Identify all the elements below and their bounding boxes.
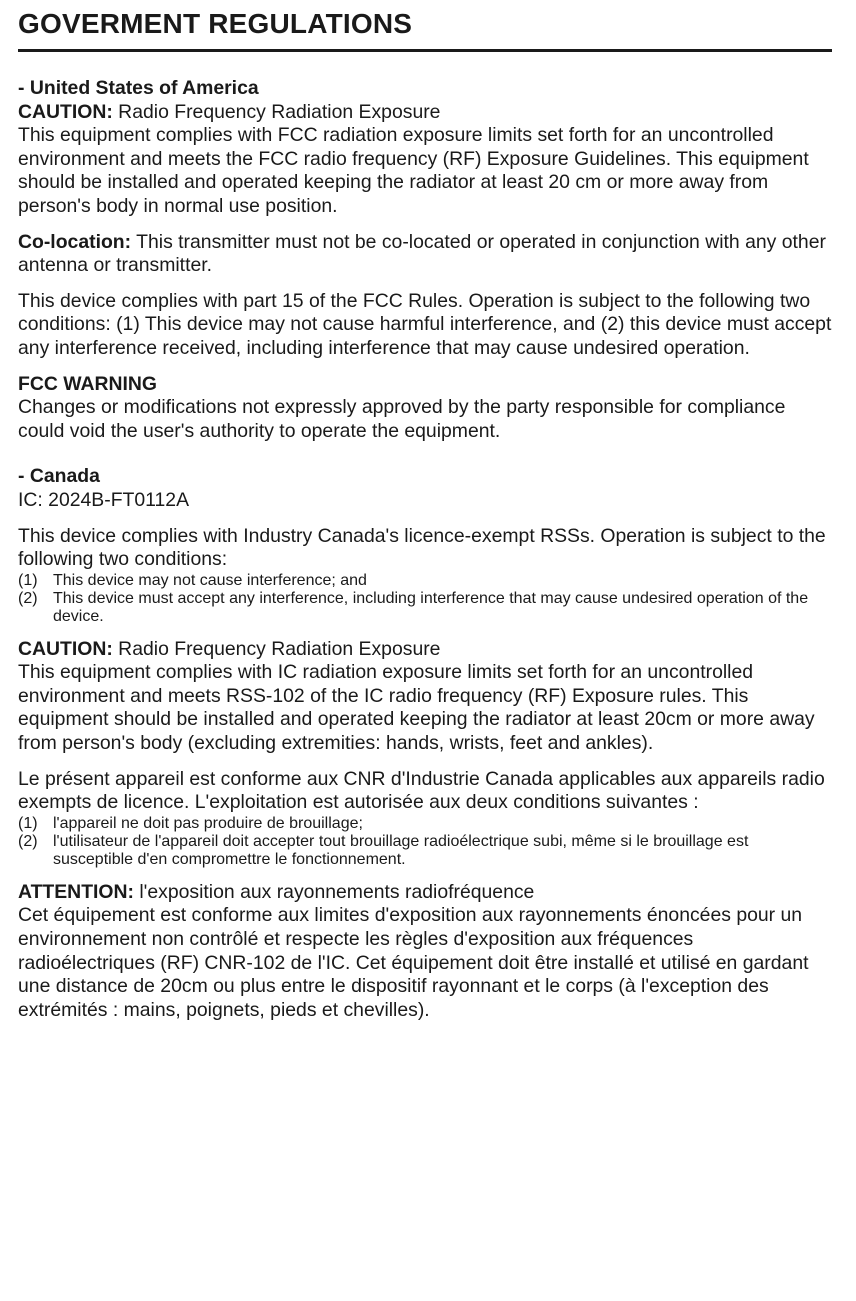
list-item-number: (1) [18, 571, 38, 589]
list-item-number: (2) [18, 832, 38, 850]
list-item-text: l'appareil ne doit pas produire de brouillage; [53, 814, 363, 832]
us-fcc-warning-body: Changes or modifications not expressly approved by the party responsible for compliance could void the user's authority to operate the equipment. [18, 396, 786, 442]
canada-caution-body: This equipment complies with IC radiation exposure limits set forth for an uncontrolled environment and meets RSS-102 of the IC radio frequency (RF) Exposure rules. This equipment should be installed and operated keeping the radiator at least 20cm or more away from person's body (excluding extremities: hands, wrists, feet and ankles). [18, 661, 815, 755]
list-item-number: (1) [18, 814, 38, 832]
list-item [18, 572, 832, 590]
canada-heading: - Canada [18, 465, 100, 488]
list-item-text: This device may not cause interference; and [53, 571, 367, 589]
us-heading: - United States of America [18, 77, 259, 99]
us-caution-label: CAUTION: [18, 100, 113, 123]
title-divider [18, 49, 832, 52]
canada-attention-line [18, 881, 832, 905]
canada-caution-line [18, 638, 832, 662]
canada-french-intro: Le présent appareil est conforme aux CNR d'Industrie Canada applicables aux appareils radio exempts de licence. L'exploitation est autorisée aux deux conditions suivantes : [18, 767, 825, 814]
us-colocation-label: Co-location: [18, 230, 132, 253]
us-section [18, 77, 832, 443]
canada-ic-number: IC: 2024B-FT0112A [18, 488, 190, 511]
us-caution-body: This equipment complies with FCC radiation exposure limits set forth for an uncontrolled environment and meets the FCC radio frequency (RF) Exposure Guidelines. This equipment should be installed and operated keeping the radiator at least 20 cm or more away from person's body in normal use position. [18, 124, 809, 217]
canada-attention-title: l'exposition aux rayonnements radiofréquence [133, 880, 535, 903]
canada-attention-label: ATTENTION: [18, 880, 134, 903]
us-caution-line [18, 101, 832, 125]
list-item-text: l'utilisateur de l'appareil doit accepter tout brouillage radioélectrique subi, même si le brouillage est susceptible d'en compromettre le fonctionnement. [53, 832, 749, 868]
us-part15-paragraph: This device complies with part 15 of the FCC Rules. Operation is subject to the following two conditions: (1) This device may not cause harmful interference, and (2) this device must accept any interference received, including interference that may cause undesired operation. [18, 289, 832, 359]
list-item [18, 815, 832, 833]
us-caution-title: Radio Frequency Radiation Exposure [112, 100, 441, 123]
canada-caution-title: Radio Frequency Radiation Exposure [112, 637, 441, 660]
canada-rss-intro: This device complies with Industry Canada's licence-exempt RSSs. Operation is subject to the following two conditions: [18, 524, 826, 571]
page-title: GOVERMENT REGULATIONS [18, 8, 413, 39]
list-item-text: This device must accept any interference, including interference that may cause undesired operation of the device. [53, 589, 809, 625]
list-item [18, 590, 832, 626]
canada-attention-body: Cet équipement est conforme aux limites d'exposition aux rayonnements énoncées pour un environnement non contrôlé et respecte les règles d'exposition aux fréquences radioélectriques (RF) CNR-102 de l'IC. Cet équipement doit être installé et utilisé en gardant une distance de 20cm ou plus entre le dispositif rayonnant et le corps (à l'exception des extrémités : mains, poignets, pieds et chevilles). [18, 904, 809, 1021]
canada-section [18, 465, 832, 1022]
canada-caution-label: CAUTION: [18, 637, 113, 660]
us-colocation-body: This transmitter must not be co-located or operated in conjunction with any other antenna or transmitter. [18, 230, 826, 277]
us-fcc-warning-heading: FCC WARNING [18, 372, 157, 395]
list-item-number: (2) [18, 589, 38, 607]
us-colocation-paragraph [18, 231, 832, 278]
list-item [18, 833, 832, 869]
